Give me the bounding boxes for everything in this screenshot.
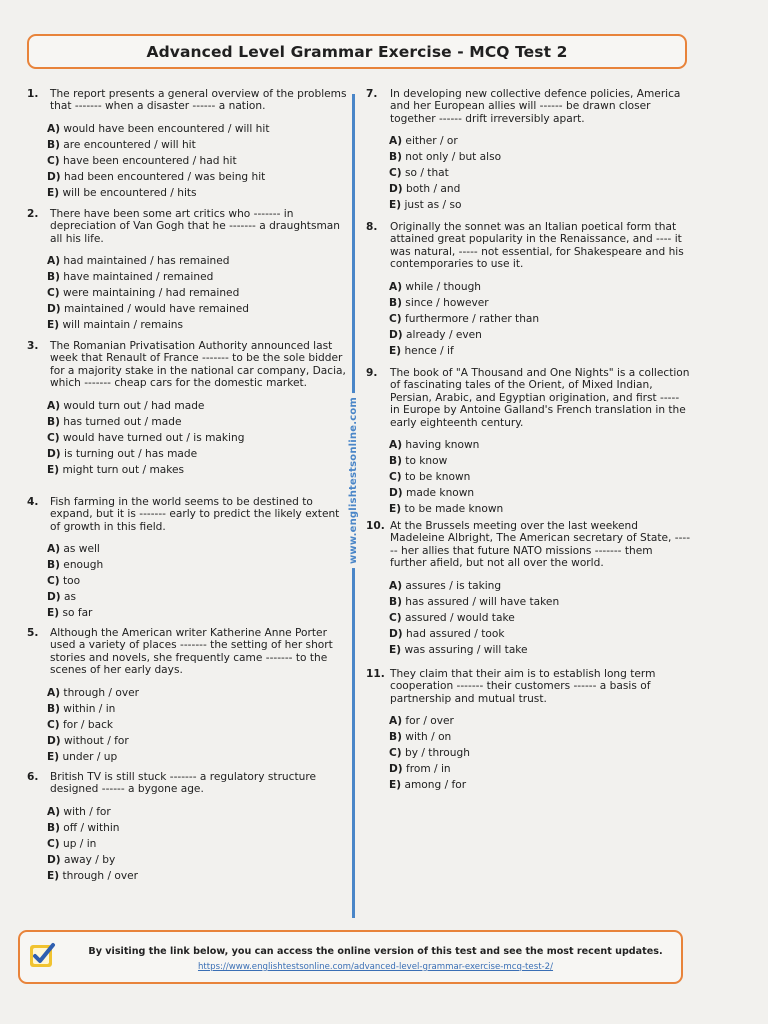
watermark	[345, 380, 363, 580]
answer-option[interactable]	[47, 462, 347, 478]
options-list	[27, 685, 347, 765]
title-box	[27, 34, 687, 69]
option-text: so far	[62, 607, 93, 620]
answer-option[interactable]	[47, 733, 347, 749]
answer-option[interactable]	[47, 301, 347, 317]
answer-option[interactable]	[389, 485, 691, 501]
option-text: either / or	[405, 135, 458, 148]
option-text: by / through	[405, 747, 470, 760]
question-item	[27, 496, 347, 621]
option-letter: D)	[47, 853, 61, 866]
options-list	[27, 398, 347, 478]
option-text: have been encountered / had hit	[63, 154, 237, 167]
option-letter: B)	[389, 151, 402, 164]
option-text: as	[64, 591, 77, 604]
option-letter: C)	[47, 718, 60, 731]
option-text: while / though	[405, 280, 482, 293]
answer-option[interactable]	[389, 327, 691, 343]
question-text: They claim that their aim is to establish long term cooperation ------- their customers ------ a basis of partnership and mutual trust.	[390, 668, 656, 705]
question-item	[366, 221, 691, 359]
footer-link[interactable]: https://www.englishtestsonline.com/advanced-level-grammar-exercise-mcq-test-2/	[197, 962, 554, 972]
answer-option[interactable]	[389, 713, 691, 729]
option-text: were maintaining / had remained	[63, 287, 240, 300]
option-text: would turn out / had made	[63, 399, 205, 412]
option-text: hence / if	[404, 344, 454, 357]
option-text: already / even	[406, 328, 482, 341]
question-number: 11.	[366, 668, 385, 680]
question-item	[366, 88, 691, 213]
option-letter: A)	[389, 280, 403, 293]
question-item	[366, 668, 691, 793]
option-text: to be made known	[404, 503, 504, 516]
option-text: away / by	[64, 853, 116, 866]
options-list	[366, 713, 691, 793]
option-letter: E)	[47, 463, 60, 476]
option-text: maintained / would have remained	[64, 303, 249, 316]
option-text: just as / so	[404, 199, 462, 212]
question-stem	[27, 340, 347, 390]
option-letter: A)	[47, 543, 61, 556]
option-text: with / on	[405, 731, 452, 744]
answer-option[interactable]	[389, 295, 691, 311]
answer-option[interactable]	[389, 149, 691, 165]
answer-option[interactable]	[47, 185, 347, 201]
answer-option[interactable]	[47, 446, 347, 462]
question-item	[27, 340, 347, 478]
option-letter: B)	[389, 595, 402, 608]
answer-option[interactable]	[47, 557, 347, 573]
option-text: from / in	[406, 763, 451, 776]
options-list	[366, 133, 691, 213]
option-text: would have turned out / is making	[63, 431, 245, 444]
question-text: The book of "A Thousand and One Nights" is a collection of fascinating tales of the Orient, of Mixed Indian, Persian, Arabic, and Egyptian origination, and first ----- in Europe by Antoine Galland's French translation in the early eighteenth century.	[390, 367, 690, 429]
answer-option[interactable]	[47, 317, 347, 333]
option-text: for / over	[405, 715, 454, 728]
options-list	[27, 121, 347, 201]
option-letter: B)	[389, 731, 402, 744]
option-text: without / for	[64, 734, 129, 747]
option-letter: D)	[47, 734, 61, 747]
option-letter: E)	[47, 607, 60, 620]
option-text: will maintain / remains	[62, 319, 184, 332]
footer-box	[18, 930, 683, 984]
option-letter: A)	[47, 255, 61, 268]
option-text: through / over	[63, 686, 139, 699]
option-letter: B)	[47, 415, 60, 428]
page-title: Advanced Level Grammar Exercise - MCQ Test 2	[146, 42, 568, 61]
option-text: had maintained / has remained	[63, 255, 230, 268]
answer-option[interactable]	[389, 594, 691, 610]
answer-option[interactable]	[389, 279, 691, 295]
question-stem	[366, 520, 691, 570]
question-text: In developing new collective defence policies, America and her European allies will ------ be drawn closer together ------ drift irreversibly apart.	[390, 88, 681, 125]
option-text: through / over	[62, 869, 139, 882]
answer-option[interactable]	[389, 165, 691, 181]
checkbox-icon	[28, 941, 56, 969]
option-letter: A)	[47, 399, 61, 412]
option-letter: D)	[389, 487, 403, 500]
option-text: might turn out / makes	[62, 463, 185, 476]
answer-option[interactable]	[47, 573, 347, 589]
option-letter: E)	[389, 199, 402, 212]
option-letter: C)	[389, 312, 402, 325]
answer-option[interactable]	[389, 610, 691, 626]
option-text: had been encountered / was being hit	[64, 170, 266, 183]
option-letter: D)	[47, 303, 61, 316]
answer-option[interactable]	[389, 197, 691, 213]
answer-option[interactable]	[389, 437, 691, 453]
question-stem	[27, 496, 347, 533]
option-text: assures / is taking	[405, 579, 502, 592]
answer-option[interactable]	[47, 868, 347, 884]
option-letter: E)	[47, 186, 60, 199]
answer-option[interactable]	[389, 777, 691, 793]
answer-option[interactable]	[47, 269, 347, 285]
question-text: At the Brussels meeting over the last weekend Madeleine Albright, The American secretary of State, ------ her allies that future NATO missions ------- them further afield, but not all over the world.	[390, 520, 691, 570]
answer-option[interactable]	[389, 469, 691, 485]
option-text: made known	[406, 487, 475, 500]
option-text: within / in	[63, 702, 116, 715]
option-letter: A)	[47, 122, 61, 135]
option-letter: B)	[47, 702, 60, 715]
option-text: was assuring / will take	[404, 643, 528, 656]
option-letter: C)	[389, 471, 402, 484]
footer-text: By visiting the link below, you can access the online version of this test and see the most recent updates.	[88, 946, 663, 957]
option-letter: A)	[389, 135, 403, 148]
question-number: 5.	[27, 627, 39, 639]
question-item	[366, 520, 691, 658]
question-stem	[27, 771, 347, 796]
option-letter: A)	[47, 805, 61, 818]
option-text: will be encountered / hits	[62, 186, 197, 199]
answer-option[interactable]	[389, 729, 691, 745]
question-text: Fish farming in the world seems to be destined to expand, but it is ------- early to predict the likely extent of growth in this field.	[50, 496, 340, 533]
option-text: not only / but also	[405, 151, 502, 164]
option-text: furthermore / rather than	[405, 312, 540, 325]
answer-option[interactable]	[389, 343, 691, 359]
question-stem	[366, 668, 691, 705]
option-letter: A)	[47, 686, 61, 699]
option-letter: D)	[389, 627, 403, 640]
answer-option[interactable]	[47, 153, 347, 169]
answer-option[interactable]	[47, 541, 347, 557]
question-number: 7.	[366, 88, 378, 100]
answer-option[interactable]	[47, 605, 347, 621]
option-text: are encountered / will hit	[63, 138, 196, 151]
answer-option[interactable]	[47, 121, 347, 137]
option-letter: E)	[47, 319, 60, 332]
answer-option[interactable]	[389, 626, 691, 642]
option-text: would have been encountered / will hit	[63, 122, 270, 135]
question-stem	[366, 221, 691, 271]
answer-option[interactable]	[389, 761, 691, 777]
answer-option[interactable]	[47, 169, 347, 185]
question-text: The Romanian Privatisation Authority announced last week that Renault of France ------- to be the sole bidder for a majority stake in the national car company, Dacia, which ------- cheap cars for the domestic market.	[50, 340, 346, 390]
option-text: off / within	[63, 821, 120, 834]
watermark-text: www.englishtestsonline.com	[349, 392, 360, 567]
answer-option[interactable]	[47, 820, 347, 836]
question-text: There have been some art critics who ------- in depreciation of Van Gogh that he ------- a draughtsman all his life.	[50, 208, 340, 245]
answer-option[interactable]	[389, 745, 691, 761]
option-text: have maintained / remained	[63, 271, 214, 284]
answer-option[interactable]	[47, 685, 347, 701]
option-letter: E)	[389, 643, 402, 656]
option-text: with / for	[63, 805, 111, 818]
answer-option[interactable]	[47, 285, 347, 301]
options-list	[366, 437, 691, 517]
option-text: both / and	[406, 183, 461, 196]
option-text: since / however	[405, 296, 489, 309]
answer-option[interactable]	[47, 589, 347, 605]
option-text: is turning out / has made	[64, 447, 198, 460]
option-text: for / back	[63, 718, 114, 731]
option-letter: E)	[389, 779, 402, 792]
question-number: 9.	[366, 367, 378, 379]
answer-option[interactable]	[47, 836, 347, 852]
answer-option[interactable]	[389, 501, 691, 517]
question-item	[366, 367, 691, 517]
options-list	[27, 253, 347, 333]
question-stem	[27, 88, 347, 113]
question-item	[27, 771, 347, 884]
option-letter: B)	[47, 559, 60, 572]
option-letter: C)	[47, 154, 60, 167]
question-stem	[27, 627, 347, 677]
option-text: too	[63, 575, 81, 588]
question-number: 8.	[366, 221, 378, 233]
option-letter: A)	[389, 439, 403, 452]
question-stem	[366, 367, 691, 429]
option-letter: D)	[389, 763, 403, 776]
option-letter: E)	[47, 750, 60, 763]
option-letter: C)	[47, 431, 60, 444]
question-number: 6.	[27, 771, 39, 783]
option-letter: B)	[47, 138, 60, 151]
option-letter: A)	[389, 715, 403, 728]
option-text: has assured / will have taken	[405, 595, 560, 608]
option-letter: C)	[47, 575, 60, 588]
question-number: 1.	[27, 88, 39, 100]
options-list	[27, 541, 347, 621]
option-letter: C)	[389, 167, 402, 180]
answer-option[interactable]	[47, 717, 347, 733]
answer-option[interactable]	[47, 749, 347, 765]
option-letter: B)	[389, 455, 402, 468]
answer-option[interactable]	[47, 852, 347, 868]
option-letter: C)	[47, 837, 60, 850]
answer-option[interactable]	[47, 701, 347, 717]
option-letter: D)	[47, 170, 61, 183]
question-item	[27, 208, 347, 333]
option-letter: B)	[47, 271, 60, 284]
question-number: 4.	[27, 496, 39, 508]
question-number: 2.	[27, 208, 39, 220]
option-letter: C)	[389, 611, 402, 624]
question-item	[27, 88, 347, 201]
option-letter: D)	[47, 447, 61, 460]
answer-option[interactable]	[389, 311, 691, 327]
options-list	[27, 804, 347, 884]
answer-option[interactable]	[47, 137, 347, 153]
option-letter: E)	[47, 869, 60, 882]
option-text: to know	[405, 455, 448, 468]
question-stem	[27, 208, 347, 245]
option-letter: E)	[389, 503, 402, 516]
question-text: Originally the sonnet was an Italian poetical form that attained great popularity in the Renaissance, and ---- it was natural, ----- not essential, for Shakespeare and his contemporaries to use it.	[390, 221, 684, 271]
answer-option[interactable]	[47, 430, 347, 446]
answer-option[interactable]	[389, 642, 691, 658]
option-letter: A)	[389, 579, 403, 592]
option-text: enough	[63, 559, 104, 572]
option-letter: D)	[47, 591, 61, 604]
option-letter: D)	[389, 183, 403, 196]
option-letter: E)	[389, 344, 402, 357]
answer-option[interactable]	[47, 414, 347, 430]
options-list	[366, 279, 691, 359]
option-letter: C)	[47, 287, 60, 300]
option-letter: D)	[389, 328, 403, 341]
option-letter: B)	[389, 296, 402, 309]
option-text: assured / would take	[405, 611, 515, 624]
option-text: to be known	[405, 471, 471, 484]
option-letter: B)	[47, 821, 60, 834]
question-number: 3.	[27, 340, 39, 352]
option-letter: C)	[389, 747, 402, 760]
question-stem	[366, 88, 691, 125]
option-text: among / for	[404, 779, 467, 792]
option-text: up / in	[63, 837, 97, 850]
question-number: 10.	[366, 520, 385, 532]
question-text: British TV is still stuck ------- a regulatory structure designed ------ a bygone age.	[50, 771, 316, 796]
option-text: so / that	[405, 167, 449, 180]
options-list	[366, 578, 691, 658]
option-text: had assured / took	[406, 627, 505, 640]
answer-option[interactable]	[47, 804, 347, 820]
question-item	[27, 627, 347, 765]
option-text: under / up	[62, 750, 118, 763]
answer-option[interactable]	[389, 453, 691, 469]
option-text: having known	[405, 439, 480, 452]
option-text: as well	[63, 543, 100, 556]
answer-option[interactable]	[389, 133, 691, 149]
answer-option[interactable]	[389, 578, 691, 594]
answer-option[interactable]	[47, 398, 347, 414]
answer-option[interactable]	[389, 181, 691, 197]
answer-option[interactable]	[47, 253, 347, 269]
option-text: has turned out / made	[63, 415, 182, 428]
question-text: Although the American writer Katherine Anne Porter used a variety of places ------- the setting of her short stories and novels, she frequently came ------- to the scenes of her early days.	[50, 627, 333, 677]
question-text: The report presents a general overview of the problems that ------- when a disaster ------ a nation.	[50, 88, 347, 113]
